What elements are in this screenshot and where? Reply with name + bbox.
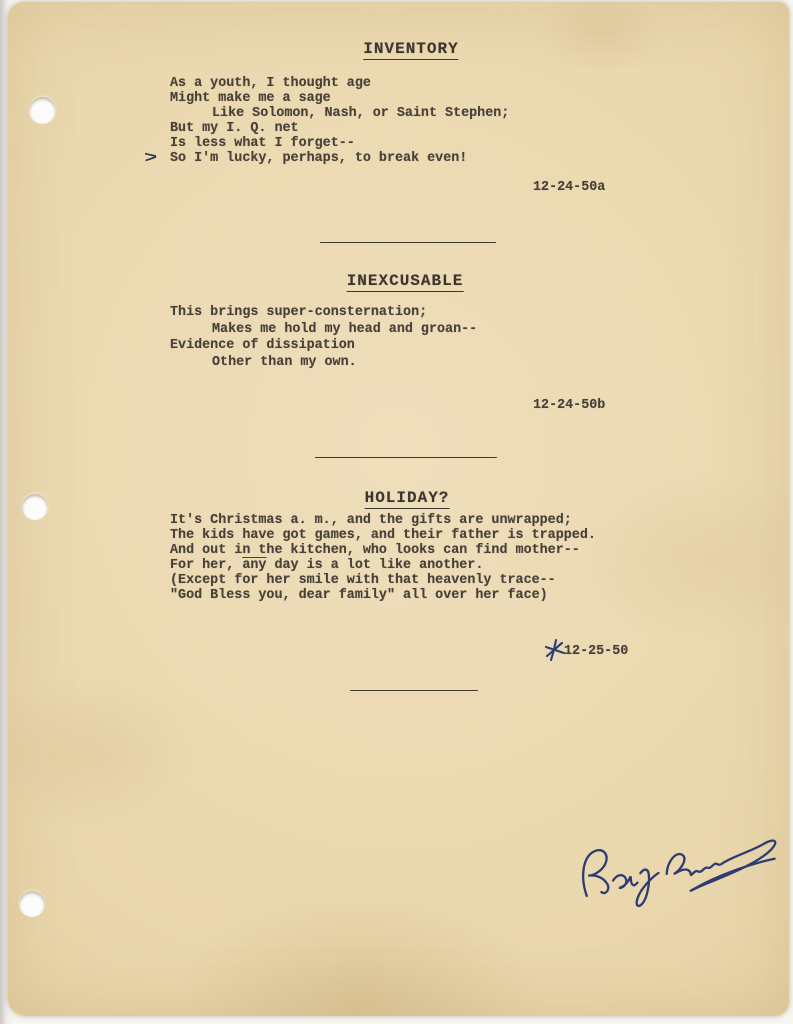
poem-inventory-body xyxy=(170,76,509,166)
poem-line: But my I. Q. net xyxy=(170,121,299,136)
poem-title-inexcusable: INEXCUSABLE xyxy=(346,272,464,290)
poem-line: (Except for her smile with that heavenly trace-- xyxy=(170,573,556,588)
poem-line: For her, $\overline{any}$ day is a lot like another. xyxy=(170,558,484,573)
poem-line: Might make me a sage xyxy=(170,91,331,106)
poem-line: It's Christmas a. m., and the gifts are unwrapped; xyxy=(170,513,572,528)
section-divider-2 xyxy=(315,457,497,458)
poem-line: Like Solomon, Nash, or Saint Stephen; xyxy=(212,106,510,121)
punch-hole-top xyxy=(29,97,56,124)
poem-inexcusable-body xyxy=(170,305,477,371)
poem-title-holiday: HOLIDAY? xyxy=(364,489,450,507)
handwritten-margin-arrow: > xyxy=(143,148,159,168)
overstruck-word: $\overline{any}$ xyxy=(242,558,267,573)
section-divider-3 xyxy=(350,690,478,691)
poem-date-3: 12-25-50 xyxy=(564,644,629,659)
section-divider-1 xyxy=(320,242,496,243)
handwritten-asterisk-icon xyxy=(544,638,566,662)
poem-line: So I'm lucky, perhaps, to break even! xyxy=(170,151,468,166)
handwritten-signature xyxy=(565,807,793,929)
poem-line: Other than my own. xyxy=(212,354,357,370)
poem-line: As a youth, I thought age xyxy=(170,76,371,91)
poem-line: Is less what I forget-- xyxy=(170,136,355,151)
punch-hole-middle xyxy=(22,494,48,520)
punch-hole-bottom xyxy=(19,891,45,917)
poem-line: Evidence of dissipation xyxy=(170,338,355,353)
poem-title-inventory: INVENTORY xyxy=(363,40,459,58)
poem-holiday-body xyxy=(170,513,596,603)
poem-line: Makes me hold my head and groan-- xyxy=(212,321,478,337)
poem-line: And out in the kitchen, who looks can find mother-- xyxy=(170,543,580,558)
poem-line: The kids have got games, and their father is trapped. xyxy=(170,528,596,543)
poem-date-2: 12-24-50b xyxy=(533,398,606,413)
poem-date-1: 12-24-50a xyxy=(533,180,606,195)
aged-paper-sheet xyxy=(8,2,789,1016)
poem-line: This brings super-consternation; xyxy=(170,305,428,320)
poem-line: "God Bless you, dear family" all over her face) xyxy=(170,588,548,603)
